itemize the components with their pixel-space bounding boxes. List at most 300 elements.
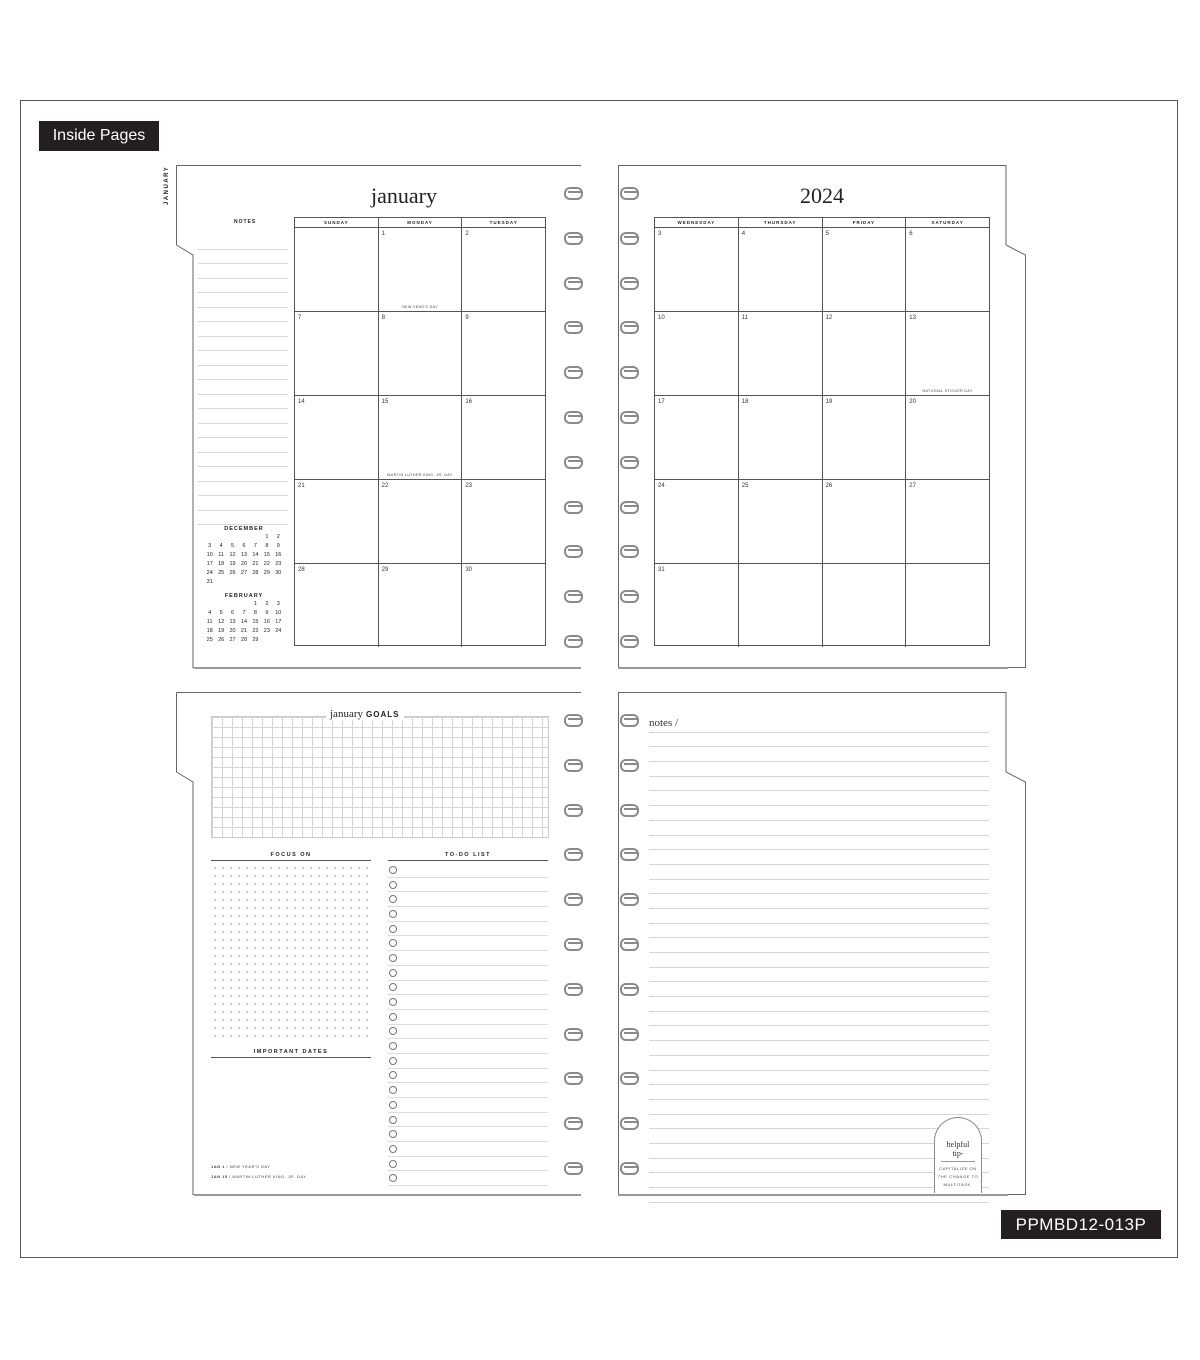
day-cell[interactable] [461, 312, 545, 395]
inside-pages-label: Inside Pages [39, 121, 159, 151]
mini-cal-day: 14 [240, 619, 248, 625]
todo-item[interactable] [388, 1083, 548, 1098]
mini-cal-day: 31 [206, 579, 213, 585]
binder-ring [564, 411, 582, 421]
mini-cal-day: 2 [265, 601, 269, 607]
todo-checkbox[interactable] [389, 910, 397, 918]
day-cell[interactable] [295, 396, 378, 479]
day-number: 12 [825, 315, 833, 321]
binder-ring [564, 635, 582, 645]
day-cell[interactable] [905, 228, 989, 311]
mini-cal-day: 5 [219, 610, 223, 616]
day-number: 11 [741, 315, 748, 321]
binder-ring [620, 545, 638, 555]
day-number: 13 [909, 315, 916, 321]
day-cell[interactable] [295, 228, 378, 311]
binder-ring [620, 321, 638, 331]
todo-checkbox[interactable] [389, 1057, 397, 1065]
todo-checkbox[interactable] [389, 1174, 397, 1182]
todo-checkbox[interactable] [389, 1145, 397, 1153]
holiday-label: NATIONAL STICKER DAY [922, 389, 973, 393]
ruled-line [649, 850, 989, 865]
binder-ring [564, 848, 582, 858]
mini-cal-day: 25 [206, 637, 213, 643]
binder-ring [564, 1072, 582, 1082]
mini-cal-day: 3 [208, 543, 212, 549]
goals-page [176, 692, 581, 1195]
ruled-line [649, 938, 989, 953]
todo-item[interactable] [388, 1113, 548, 1128]
calendar-week-row [655, 396, 989, 480]
sku-label: PPMBD12-013P [1001, 1210, 1161, 1239]
ruled-line [649, 1026, 989, 1041]
binder-ring [564, 545, 582, 555]
day-cell[interactable] [295, 564, 378, 647]
day-number: 26 [825, 483, 833, 489]
mini-cal-day: 3 [276, 601, 280, 607]
binder-ring [620, 714, 638, 724]
todo-item[interactable] [388, 1142, 548, 1157]
focus-on-dots[interactable] [211, 864, 371, 1042]
binder-ring [564, 938, 582, 948]
day-cell[interactable] [461, 228, 545, 311]
important-date-separator: / [224, 1164, 230, 1169]
binder-ring [620, 590, 638, 600]
mini-cal-day: 22 [252, 628, 259, 634]
day-cell[interactable] [905, 312, 989, 395]
mini-cal-february [204, 593, 284, 644]
todo-checkbox[interactable] [389, 998, 397, 1006]
day-cell[interactable] [738, 480, 822, 563]
mini-cal-day: 16 [275, 552, 282, 558]
day-number: 31 [658, 567, 665, 573]
day-cell[interactable] [905, 564, 989, 647]
todo-checkbox[interactable] [389, 983, 397, 991]
binder-ring [564, 187, 582, 197]
mini-cal-day: 19 [229, 561, 236, 567]
day-number: 28 [298, 567, 305, 573]
notes-label: NOTES [234, 219, 257, 225]
todo-checkbox[interactable] [389, 881, 397, 889]
mini-cal-day: 21 [240, 628, 248, 634]
mini-cal-day: 14 [252, 552, 259, 558]
todo-item[interactable] [388, 1069, 548, 1084]
goals-title-word: GOALS [366, 710, 400, 719]
day-cell[interactable] [295, 480, 378, 563]
important-date-day: JAN 15 [211, 1174, 228, 1179]
todo-list [388, 863, 548, 1186]
ruled-line [649, 968, 989, 983]
mini-cal-day: 27 [229, 637, 236, 643]
mini-cal-day [215, 601, 226, 608]
day-number: 15 [381, 399, 389, 405]
todo-item[interactable] [388, 907, 548, 922]
ruled-line [649, 953, 989, 968]
mini-cal-day: 9 [265, 610, 269, 616]
day-cell[interactable] [822, 564, 906, 647]
day-cell[interactable] [822, 312, 906, 395]
mini-cal-day [215, 534, 226, 541]
binder-ring [564, 1162, 582, 1172]
important-date-name: MARTIN LUTHER KING, JR. DAY [232, 1174, 307, 1179]
todo-item[interactable] [388, 1127, 548, 1142]
binder-ring [620, 848, 638, 858]
ruled-line [649, 821, 989, 836]
mini-cal-day: 11 [218, 552, 224, 558]
helpful-tip-title: helpful tip- [941, 1140, 975, 1162]
day-number: 2 [465, 231, 469, 237]
day-cell[interactable] [378, 480, 462, 563]
mini-cal-day: 18 [218, 561, 225, 567]
mini-cal-title: DECEMBER [224, 526, 264, 532]
todo-item[interactable] [388, 1010, 548, 1025]
ruled-line [649, 997, 989, 1012]
calendar-week-row [295, 396, 545, 480]
mini-cal-day: 15 [263, 552, 270, 558]
day-cell[interactable] [655, 564, 738, 647]
calendar-week-row [655, 228, 989, 312]
calendar-week-row [655, 312, 989, 396]
todo-checkbox[interactable] [389, 1071, 397, 1079]
binder-ring [564, 893, 582, 903]
helpful-tip-badge [934, 1117, 982, 1193]
ruled-line [649, 747, 989, 762]
todo-checkbox[interactable] [389, 1116, 397, 1124]
weekday-label: TUESDAY [461, 218, 545, 227]
binder-ring [564, 456, 582, 466]
day-cell[interactable] [295, 312, 378, 395]
todo-checkbox[interactable] [389, 1130, 397, 1138]
ruled-line [649, 1100, 989, 1115]
binder-ring [620, 1072, 638, 1082]
todo-checkbox[interactable] [389, 925, 397, 933]
ruled-line [649, 762, 989, 777]
day-cell[interactable] [461, 480, 545, 563]
binder-ring [620, 759, 638, 769]
todo-item[interactable] [388, 863, 548, 878]
binder-ring [564, 983, 582, 993]
binder-ring [620, 232, 638, 242]
day-cell[interactable] [822, 228, 906, 311]
day-cell[interactable] [738, 228, 822, 311]
mini-cal-day: 7 [242, 610, 246, 616]
day-number: 24 [658, 483, 665, 489]
binder-ring [620, 501, 638, 511]
year-title: 2024 [800, 183, 844, 208]
binder-ring [620, 938, 638, 948]
todo-checkbox[interactable] [389, 1160, 397, 1168]
binder-ring [564, 232, 582, 242]
ruled-line [649, 1012, 989, 1027]
todo-item[interactable] [388, 1054, 548, 1069]
weekday-label: FRIDAY [822, 218, 906, 227]
day-number: 8 [381, 315, 386, 321]
weekday-label: MONDAY [378, 218, 462, 227]
binder-ring [564, 277, 582, 287]
ruled-line [649, 865, 989, 880]
binder-ring [620, 804, 638, 814]
calendar-week-row [295, 480, 545, 564]
ruled-line [649, 1041, 989, 1056]
mini-cal-day: 20 [229, 628, 236, 634]
day-cell[interactable] [905, 396, 989, 479]
day-cell[interactable] [905, 480, 989, 563]
day-cell[interactable] [738, 312, 822, 395]
important-dates-list [211, 1164, 371, 1184]
ruled-line [649, 1056, 989, 1071]
mini-cal-day: 28 [240, 637, 248, 643]
mini-cal-day: 25 [218, 570, 225, 576]
mini-cal-day: 4 [219, 543, 223, 549]
day-number: 17 [658, 399, 665, 405]
mini-cal-grid [204, 534, 284, 586]
month-side-tab[interactable]: JANUARY [164, 165, 170, 205]
todo-checkbox[interactable] [389, 969, 397, 977]
calendar-week-row [295, 312, 545, 396]
todo-checkbox[interactable] [389, 954, 397, 962]
day-number: 6 [909, 231, 913, 237]
binder-ring [564, 366, 582, 376]
mini-cal-day: 1 [265, 534, 269, 540]
day-cell[interactable] [822, 480, 906, 563]
mini-cal-day: 6 [231, 610, 235, 616]
month-title: january [371, 183, 437, 208]
todo-item[interactable] [388, 1171, 548, 1186]
todo-item[interactable] [388, 922, 548, 937]
day-number: 5 [825, 231, 829, 237]
calendar-week-row [295, 564, 545, 647]
todo-checkbox[interactable] [389, 1042, 397, 1050]
ruled-line [649, 924, 989, 939]
binder-ring [564, 714, 582, 724]
mini-cal-day: 27 [240, 570, 248, 576]
binder-ring [564, 759, 582, 769]
focus-on-heading: FOCUS ON [211, 852, 371, 861]
todo-item[interactable] [388, 1039, 548, 1054]
calendar-week-row [655, 564, 989, 647]
calendar-weekday-header [295, 218, 545, 228]
day-number: 20 [909, 399, 916, 405]
todo-item[interactable] [388, 936, 548, 951]
mini-cal-day: 12 [229, 552, 236, 558]
holiday-label: NEW YEAR'S DAY [402, 305, 438, 309]
goals-grid[interactable] [211, 716, 549, 838]
day-number: 9 [465, 315, 469, 321]
todo-checkbox[interactable] [389, 1086, 397, 1094]
mini-cal-day: 17 [206, 561, 213, 567]
mini-cal-day: 17 [275, 619, 282, 625]
ruled-line [649, 836, 989, 851]
day-number: 16 [465, 399, 473, 405]
mini-cal-day [227, 601, 238, 608]
ruled-line [649, 806, 989, 821]
mini-cal-day: 29 [263, 570, 270, 576]
todo-item[interactable] [388, 966, 548, 981]
mini-cal-day [204, 534, 215, 541]
mini-cal-day: 12 [218, 619, 225, 625]
mini-cal-day: 11 [206, 619, 213, 625]
mini-cal-day [238, 534, 249, 541]
day-cell[interactable] [378, 228, 462, 311]
day-cell[interactable] [378, 312, 462, 395]
important-date-item [211, 1164, 371, 1169]
month-calendar-grid [294, 217, 546, 646]
mini-cal-day [238, 601, 249, 608]
mini-cal-day: 13 [229, 619, 236, 625]
important-date-name: NEW YEAR'S DAY [229, 1164, 271, 1169]
binder-ring [620, 983, 638, 993]
binder-ring [564, 1117, 582, 1127]
ruled-line [649, 1071, 989, 1086]
mini-cal-title: FEBRUARY [224, 593, 264, 599]
mini-cal-day [250, 534, 261, 541]
binder-ring [620, 635, 638, 645]
calendar-weekday-header [655, 218, 989, 228]
todo-checkbox[interactable] [389, 1013, 397, 1021]
monthly-left-page [164, 165, 581, 668]
binder-ring [564, 590, 582, 600]
binder-ring [564, 1028, 582, 1038]
month-calendar-grid [654, 217, 990, 646]
day-cell[interactable] [378, 564, 462, 647]
day-number: 22 [381, 483, 389, 489]
binder-ring [564, 501, 582, 511]
mini-cal-day: 21 [252, 561, 259, 567]
ruled-line [649, 894, 989, 909]
binder-ring [620, 1117, 638, 1127]
day-number: 4 [741, 231, 746, 237]
day-number: 21 [298, 483, 305, 489]
binder-ring [564, 321, 582, 331]
mini-cal-day [227, 534, 238, 541]
holiday-label: MARTIN LUTHER KING, JR. DAY [387, 473, 453, 477]
ruled-line [649, 880, 989, 895]
notes-lines[interactable] [198, 235, 288, 525]
day-number: 27 [909, 483, 916, 489]
mini-cal-day [204, 601, 215, 608]
mini-cal-day: 23 [275, 561, 282, 567]
binder-ring [620, 411, 638, 421]
day-number: 23 [465, 483, 473, 489]
todo-item[interactable] [388, 995, 548, 1010]
todo-checkbox[interactable] [389, 1027, 397, 1035]
day-cell[interactable] [738, 564, 822, 647]
day-cell[interactable] [461, 564, 545, 647]
binder-ring [620, 187, 638, 197]
monthly-right-page [618, 165, 1026, 668]
todo-item[interactable] [388, 1025, 548, 1040]
day-cell[interactable] [655, 312, 738, 395]
mini-cal-day: 10 [206, 552, 213, 558]
day-number: 29 [381, 567, 389, 573]
notes-title: notes / [649, 717, 679, 729]
mini-cal-day: 10 [275, 610, 282, 616]
ruled-line [649, 777, 989, 792]
todo-item[interactable] [388, 1098, 548, 1113]
todo-checkbox[interactable] [389, 939, 397, 947]
day-cell[interactable] [655, 396, 738, 479]
mini-cal-day: 8 [253, 610, 257, 616]
mini-cal-day: 9 [276, 543, 280, 549]
mini-cal-day: 24 [206, 570, 213, 576]
binder-ring [620, 456, 638, 466]
day-cell[interactable] [738, 396, 822, 479]
mini-cal-day: 29 [252, 637, 259, 643]
day-number: 18 [741, 399, 749, 405]
day-cell[interactable] [461, 396, 545, 479]
ruled-line [649, 1085, 989, 1100]
day-number: 14 [298, 399, 305, 405]
mini-cal-day: 28 [252, 570, 259, 576]
notes-page [618, 692, 1026, 1195]
mini-cal-day: 20 [240, 561, 248, 567]
important-dates-heading: IMPORTANT DATES [211, 1049, 371, 1058]
ruled-line [649, 733, 989, 748]
binder-ring [564, 804, 582, 814]
day-cell[interactable] [378, 396, 462, 479]
ruled-line [649, 718, 989, 733]
todo-checkbox[interactable] [389, 866, 397, 874]
mini-cal-day: 4 [208, 610, 212, 616]
calendar-week-row [655, 480, 989, 564]
mini-cal-day: 13 [240, 552, 248, 558]
day-cell[interactable] [822, 396, 906, 479]
important-date-item [211, 1174, 371, 1179]
day-number: 25 [741, 483, 749, 489]
mini-cal-day: 24 [275, 628, 282, 634]
goals-title [326, 708, 404, 720]
todo-item[interactable] [388, 878, 548, 893]
weekday-label: SUNDAY [324, 220, 349, 225]
mini-cal-day: 30 [275, 570, 282, 576]
binder-ring [620, 277, 638, 287]
mini-cal-day: 5 [231, 543, 235, 549]
day-cell[interactable] [655, 228, 738, 311]
mini-cal-day: 7 [253, 543, 257, 549]
mini-cal-day: 26 [218, 637, 225, 643]
ruled-line [649, 909, 989, 924]
helpful-tip-body: CAPITALIZE ON THE CHANGE TO MULTITASK. [937, 1166, 979, 1187]
todo-checkbox[interactable] [389, 895, 397, 903]
mini-cal-december [204, 526, 284, 586]
important-date-day: JAN 1 [211, 1164, 225, 1169]
mini-cal-day: 2 [276, 534, 280, 540]
weekday-label: THURSDAY [738, 218, 822, 227]
day-cell[interactable] [655, 480, 738, 563]
important-date-separator: / [227, 1174, 233, 1179]
todo-item[interactable] [388, 981, 548, 996]
goals-title-month: january [330, 708, 363, 720]
todo-item[interactable] [388, 1157, 548, 1172]
todo-checkbox[interactable] [389, 1101, 397, 1109]
day-number: 10 [658, 315, 665, 321]
calendar-week-row [295, 228, 545, 312]
todo-item[interactable] [388, 892, 548, 907]
day-number: 1 [381, 231, 386, 237]
mini-cal-grid [204, 601, 284, 644]
binder-ring [620, 1162, 638, 1172]
todo-heading: TO-DO LIST [388, 852, 548, 861]
ruled-line [649, 982, 989, 997]
day-number: 19 [825, 399, 833, 405]
mini-cal-day: 15 [252, 619, 259, 625]
mini-cal-day: 16 [263, 619, 270, 625]
day-number: 30 [465, 567, 473, 573]
todo-item[interactable] [388, 951, 548, 966]
day-number: 7 [298, 315, 302, 321]
mini-cal-day: 6 [242, 543, 246, 549]
binder-ring [620, 1028, 638, 1038]
